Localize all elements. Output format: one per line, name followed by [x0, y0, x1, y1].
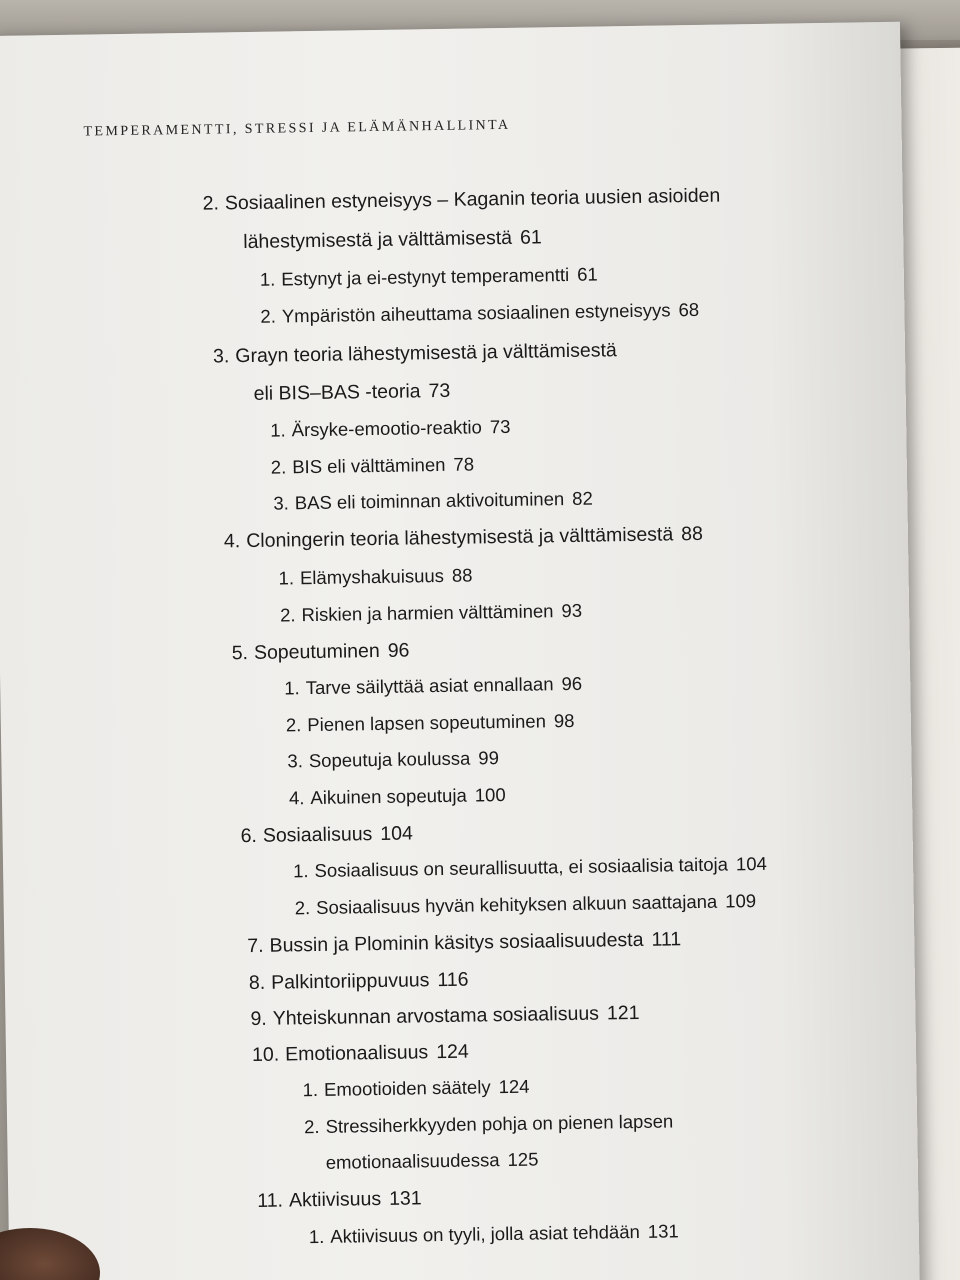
page-number: 88 — [681, 522, 704, 546]
toc-subentry — [293, 853, 767, 882]
entry-number: 2. — [260, 305, 277, 327]
page-number: 61 — [576, 263, 598, 285]
entry-title: Sosiaalisuus hyvän kehityksen alkuun saattajana — [316, 890, 718, 918]
entry-title: Sosiaalisuus on seurallisuutta, ei sosiaalisia taitoja — [314, 853, 729, 882]
entry-title: Grayn teoria lähestymisestä ja välttämisestä — [235, 339, 617, 368]
entry-title: Ärsyke-emootio-reaktio — [291, 416, 483, 441]
toc-subentry — [260, 299, 699, 328]
entry-title-continued: lähestymisestä ja välttämisestä — [243, 226, 513, 254]
toc-subentry — [278, 564, 472, 589]
entry-number: 2. — [304, 1115, 320, 1138]
page-number: 61 — [519, 226, 542, 249]
toc-entry — [247, 928, 681, 958]
entry-number: 7. — [247, 934, 264, 958]
toc-subentry — [270, 416, 511, 442]
toc-entry — [202, 185, 720, 216]
page-number: 96 — [561, 672, 583, 695]
page-number: 116 — [437, 968, 469, 992]
table-of-contents — [0, 22, 920, 1280]
entry-title: Sosiaalisuus — [262, 823, 373, 847]
entry-title: Riskien ja harmien välttäminen — [301, 600, 554, 626]
page-number: 68 — [678, 298, 700, 321]
entry-number: 2. — [202, 192, 220, 215]
toc-subentry — [289, 784, 506, 809]
entry-number: 1. — [259, 268, 276, 290]
toc-subentry — [271, 453, 475, 478]
page-number: 125 — [507, 1148, 539, 1171]
entry-title: Bussin ja Plominin käsitys sosiaalisuudesta — [269, 928, 644, 957]
entry-title: Tarve säilyttää asiat ennallaan — [305, 673, 554, 699]
book-page — [0, 22, 920, 1280]
entry-title: BIS eli välttäminen — [292, 453, 446, 478]
entry-number: 6. — [240, 824, 258, 848]
toc-subentry-continuation — [326, 1149, 539, 1174]
entry-number: 2. — [294, 897, 311, 919]
toc-entry — [240, 822, 413, 848]
page-number: 73 — [489, 415, 511, 438]
entry-number: 1. — [302, 1078, 319, 1101]
entry-number: 10. — [251, 1043, 280, 1067]
toc-subentry — [284, 673, 582, 700]
entry-title: Emotionaalisuus — [284, 1041, 429, 1066]
toc-subentry — [302, 1076, 529, 1102]
entry-title: Aikuinen sopeutuja — [310, 784, 467, 809]
toc-subentry — [304, 1110, 673, 1138]
entry-title: Sopeutuja koulussa — [308, 747, 471, 772]
entry-number: 1. — [278, 567, 295, 589]
toc-subentry — [295, 890, 757, 919]
page-number: 96 — [387, 639, 410, 662]
running-head: TEMPERAMENTTI, STRESSI JA ELÄMÄNHALLINTA — [83, 117, 511, 140]
toc-subentry — [280, 600, 582, 627]
entry-number: 2. — [279, 604, 296, 626]
entry-number: 1. — [308, 1225, 325, 1248]
entry-number: 3. — [212, 345, 230, 368]
toc-entry — [252, 1041, 469, 1067]
entry-number: 9. — [250, 1007, 267, 1031]
page-number: 82 — [572, 487, 593, 509]
entry-number: 1. — [292, 860, 309, 882]
toc-entry — [249, 969, 469, 995]
toc-subentry — [260, 263, 598, 290]
entry-number: 1. — [270, 419, 286, 441]
page-number: 131 — [647, 1220, 679, 1242]
toc-subentry — [309, 1220, 679, 1248]
entry-title: Ympäristön aiheuttama sosiaalinen estyneisyys — [281, 299, 671, 327]
entry-number: 11. — [257, 1189, 284, 1212]
page-number: 88 — [451, 564, 473, 586]
entry-title: Aktiivisuus on tyyli, jolla asiat tehdään — [330, 1220, 640, 1247]
entry-title: Emootioiden säätely — [323, 1076, 491, 1100]
toc-entry-continuation — [253, 380, 450, 406]
page-number: 78 — [453, 453, 475, 475]
toc-subentry — [273, 488, 593, 515]
entry-title-continued: eli BIS–BAS -teoria — [253, 380, 421, 405]
entry-number: 3. — [273, 492, 289, 514]
entry-title: Stressiherkkyyden pohja on pienen lapsen — [325, 1110, 674, 1137]
page-number: 99 — [478, 747, 500, 769]
entry-title: Sosiaalinen estyneisyys – Kaganin teoria uusien asioiden — [224, 184, 721, 215]
entry-number: 8. — [248, 971, 266, 995]
entry-title-continued: emotionaalisuudessa — [325, 1149, 500, 1173]
page-number: 100 — [474, 783, 506, 806]
entry-title: Pienen lapsen sopeutuminen — [307, 710, 547, 736]
toc-subentry — [287, 747, 499, 772]
page-number: 121 — [606, 1001, 640, 1025]
entry-number: 4. — [288, 787, 305, 809]
toc-entry-continuation — [243, 226, 542, 254]
entry-number: 2. — [285, 714, 302, 736]
page-number: 93 — [561, 599, 583, 622]
entry-title: Yhteiskunnan arvostama sosiaalisuus — [272, 1002, 600, 1030]
page-number: 124 — [498, 1075, 530, 1098]
entry-number: 1. — [284, 677, 300, 699]
page-number: 73 — [428, 379, 451, 403]
entry-title: Palkintoriippuvuus — [270, 969, 430, 994]
toc-entry — [232, 639, 410, 665]
entry-title: Sopeutuminen — [253, 639, 380, 664]
entry-number: 2. — [270, 456, 287, 478]
entry-number: 3. — [287, 750, 304, 772]
entry-title: Aktiivisuus — [288, 1188, 382, 1212]
page-number: 104 — [735, 852, 767, 875]
page-number: 109 — [725, 890, 757, 912]
toc-subentry — [286, 710, 575, 737]
page-number: 111 — [651, 928, 682, 951]
page-number: 124 — [436, 1040, 469, 1064]
page-number: 131 — [388, 1187, 422, 1210]
entry-title: Elämyshakuisuus — [299, 564, 445, 589]
entry-title: Cloningerin teoria lähestymisestä ja välttämisestä — [246, 523, 674, 553]
toc-entry — [257, 1187, 422, 1213]
toc-entry — [213, 339, 617, 368]
entry-title: Estynyt ja ei-estynyt temperamentti — [281, 263, 570, 290]
page-number: 104 — [380, 822, 414, 845]
toc-entry — [224, 523, 703, 554]
entry-number: 4. — [223, 530, 241, 553]
toc-entry — [250, 1002, 639, 1031]
page-number: 98 — [553, 709, 575, 732]
entry-title: BAS eli toiminnan aktivoituminen — [294, 488, 565, 514]
entry-number: 5. — [231, 642, 249, 665]
